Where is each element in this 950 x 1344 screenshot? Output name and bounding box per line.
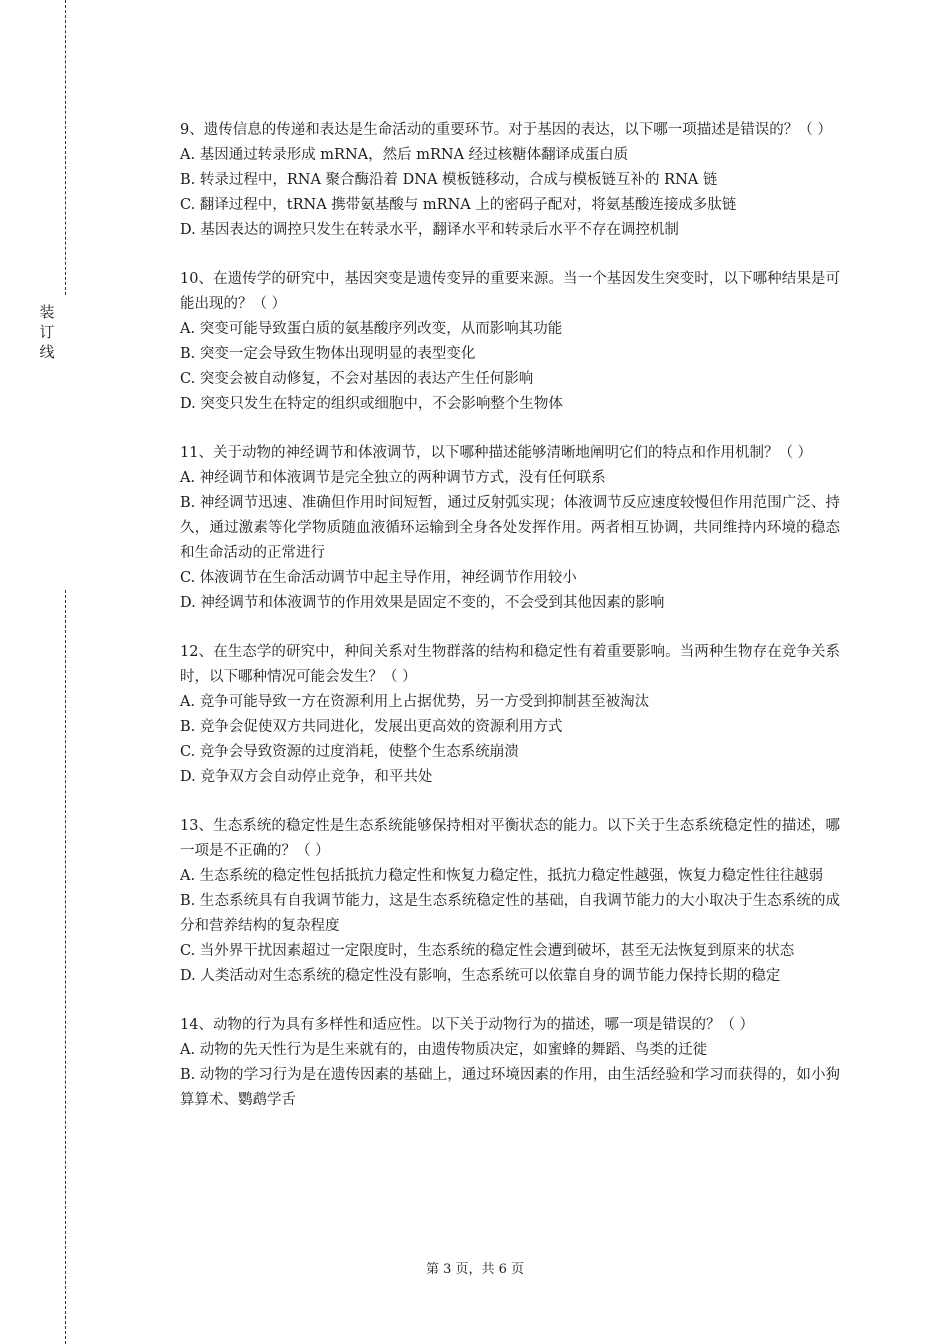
question-10 bbox=[180, 267, 840, 417]
option-c: C. 竞争会导致资源的过度消耗，使整个生态系统崩溃 bbox=[180, 744, 519, 760]
binding-line-bottom bbox=[65, 590, 66, 1344]
question-stem: 14、动物的行为具有多样性和适应性。以下关于动物行为的描述，哪一项是错误的？（ ） bbox=[180, 1017, 755, 1033]
question-stem: 11、关于动物的神经调节和体液调节，以下哪种描述能够清晰地阐明它们的特点和作用机制？（ ） bbox=[180, 445, 813, 461]
option-a: A. 竞争可能导致一方在资源利用上占据优势，另一方受到抑制甚至被淘汰 bbox=[180, 694, 650, 710]
option-b: B. 突变一定会导致生物体出现明显的表型变化 bbox=[180, 346, 476, 362]
option-a: A. 神经调节和体液调节是完全独立的两种调节方式，没有任何联系 bbox=[180, 470, 606, 486]
option-d: D. 竞争双方会自动停止竞争，和平共处 bbox=[180, 769, 433, 785]
option-a: A. 基因通过转录形成 mRNA，然后 mRNA 经过核糖体翻译成蛋白质 bbox=[180, 147, 629, 163]
option-b: B. 生态系统具有自我调节能力，这是生态系统稳定性的基础，自我调节能力的大小取决于生态系统的成分和营养结构的复杂程度 bbox=[180, 893, 840, 934]
option-d: D. 神经调节和体液调节的作用效果是固定不变的，不会受到其他因素的影响 bbox=[180, 595, 665, 611]
option-a: A. 突变可能导致蛋白质的氨基酸序列改变，从而影响其功能 bbox=[180, 321, 563, 337]
option-d: D. 人类活动对生态系统的稳定性没有影响，生态系统可以依靠自身的调节能力保持长期的稳定 bbox=[180, 968, 781, 984]
page-number: 第 3 页，共 6 页 bbox=[425, 1262, 525, 1277]
option-d: D. 突变只发生在特定的组织或细胞中，不会影响整个生物体 bbox=[180, 396, 563, 412]
question-12 bbox=[180, 640, 840, 790]
question-list bbox=[180, 118, 840, 1137]
option-c: C. 突变会被自动修复，不会对基因的表达产生任何影响 bbox=[180, 371, 534, 387]
option-c: C. 翻译过程中，tRNA 携带氨基酸与 mRNA 上的密码子配对，将氨基酸连接成多肽链 bbox=[180, 197, 737, 213]
option-b: B. 转录过程中，RNA 聚合酶沿着 DNA 模板链移动，合成与模板链互补的 RNA 链 bbox=[180, 172, 718, 188]
binding-line-top bbox=[65, 0, 66, 295]
question-stem: 13、生态系统的稳定性是生态系统能够保持相对平衡状态的能力。以下关于生态系统稳定性的描述，哪一项是不正确的？（ ） bbox=[180, 818, 840, 859]
question-11 bbox=[180, 441, 840, 616]
binding-char: 线 bbox=[39, 343, 55, 361]
binding-char: 装 bbox=[39, 303, 55, 321]
option-a: A. 生态系统的稳定性包括抵抗力稳定性和恢复力稳定性，抵抗力稳定性越强，恢复力稳定性往往越弱 bbox=[180, 868, 824, 884]
option-b: B. 动物的学习行为是在遗传因素的基础上，通过环境因素的作用，由生活经验和学习而获得的，如小狗算算术、鹦鹉学舌 bbox=[180, 1067, 840, 1108]
question-9 bbox=[180, 118, 840, 243]
option-b: B. 神经调节迅速、准确但作用时间短暂，通过反射弧实现；体液调节反应速度较慢但作用范围广泛、持久，通过激素等化学物质随血液循环运输到全身各处发挥作用。两者相互协调，共同维持内环境的稳态和生命活动的正常进行 bbox=[180, 495, 840, 561]
option-c: C. 当外界干扰因素超过一定限度时，生态系统的稳定性会遭到破坏，甚至无法恢复到原来的状态 bbox=[180, 943, 795, 959]
option-c: C. 体液调节在生命活动调节中起主导作用，神经调节作用较小 bbox=[180, 570, 577, 586]
option-b: B. 竞争会促使双方共同进化，发展出更高效的资源利用方式 bbox=[180, 719, 563, 735]
question-13 bbox=[180, 814, 840, 989]
question-stem: 9、遗传信息的传递和表达是生命活动的重要环节。对于基因的表达，以下哪一项描述是错误的？（ ） bbox=[180, 122, 832, 138]
option-d: D. 基因表达的调控只发生在转录水平，翻译水平和转录后水平不存在调控机制 bbox=[180, 222, 679, 238]
option-a: A. 动物的先天性行为是生来就有的，由遗传物质决定，如蜜蜂的舞蹈、鸟类的迁徙 bbox=[180, 1042, 708, 1058]
question-14 bbox=[180, 1013, 840, 1113]
question-stem: 12、在生态学的研究中，种间关系对生物群落的结构和稳定性有着重要影响。当两种生物存在竞争关系时，以下哪种情况可能会发生？（ ） bbox=[180, 644, 840, 685]
question-stem: 10、在遗传学的研究中，基因突变是遗传变异的重要来源。当一个基因发生突变时，以下哪种结果是可能出现的？（ ） bbox=[180, 271, 840, 312]
binding-label bbox=[37, 302, 57, 362]
binding-char: 订 bbox=[39, 323, 55, 341]
